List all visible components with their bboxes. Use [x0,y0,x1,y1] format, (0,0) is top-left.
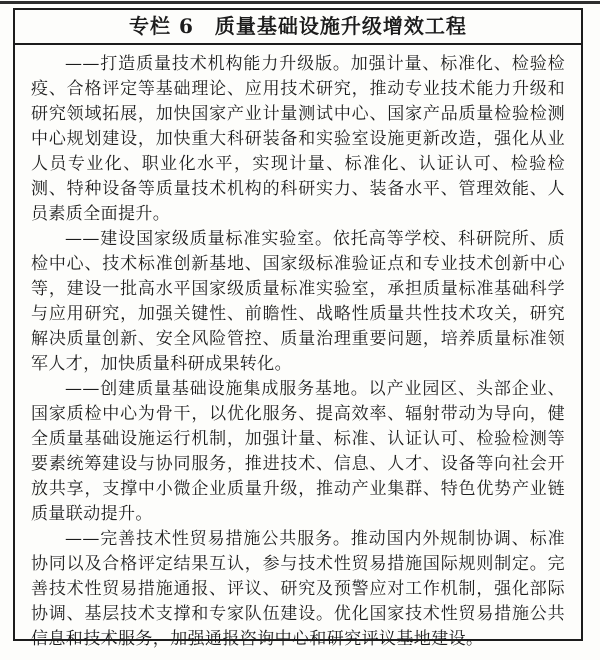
paragraph-quality-tech-institutions: ——打造质量技术机构能力升级版。加强计量、标准化、检验检疫、合格评定等基础理论、应用技术研究，推动专业技术能力升级和研究领域拓展，加快国家产业计量测试中心、国家产品质量检验检测中心规划建设，加快重大科研装备和实验室设施更新改造，强化从业人员专业化、职业化水平，实现计量、标准化、认证认可、检验检测、特种设备等质量技术机构的科研实力、装备水平、管理效能、人员素质全面提升。 [31,54,565,224]
paragraph-integrated-service-bases: ——创建质量基础设施集成服务基地。以产业园区、头部企业、国家质检中心为骨干，以优化服务、提高效率、辐射带动为导向，健全质量基础设施运行机制，加强计量、标准、认证认可、检验检测等要素统筹建设与协同服务，推进技术、信息、人才、设备等向社会开放共享，支撑中小微企业质量升级，推动产业集群、特色优势产业链质量联动提升。 [31,379,565,524]
column-panel [13,8,583,649]
panel-body [15,45,581,660]
paragraph-technical-trade-measures: ——完善技术性贸易措施公共服务。推动国内外规制协调、标准协同以及合格评定结果互认，参与技术性贸易措施国际规则制定。完善技术性贸易措施通报、评议、研究及预警应对工作机制，强化部际协调、基层技术支撑和专家队伍建设。优化国家技术性贸易措施公共信息和技术服务，加强通报咨询中心和研究评议基地建设。 [31,529,565,649]
paragraph-national-quality-standard-labs: ——建设国家级质量标准实验室。依托高等学校、科研院所、质检中心、技术标准创新基地、国家级标准验证点和专业技术创新中心等，建设一批高水平国家级质量标准实验室，承担质量标准基础科学与应用研究，加强关键性、前瞻性、战略性质量共性技术攻关，研究解决质量创新、安全风险管控、质量治理重要问题，培养质量标准领军人才，加快质量科研成果转化。 [31,229,565,374]
top-rule [0,1,600,4]
panel-title: 专栏 6 质量基础设施升级增效工程 [15,10,581,45]
